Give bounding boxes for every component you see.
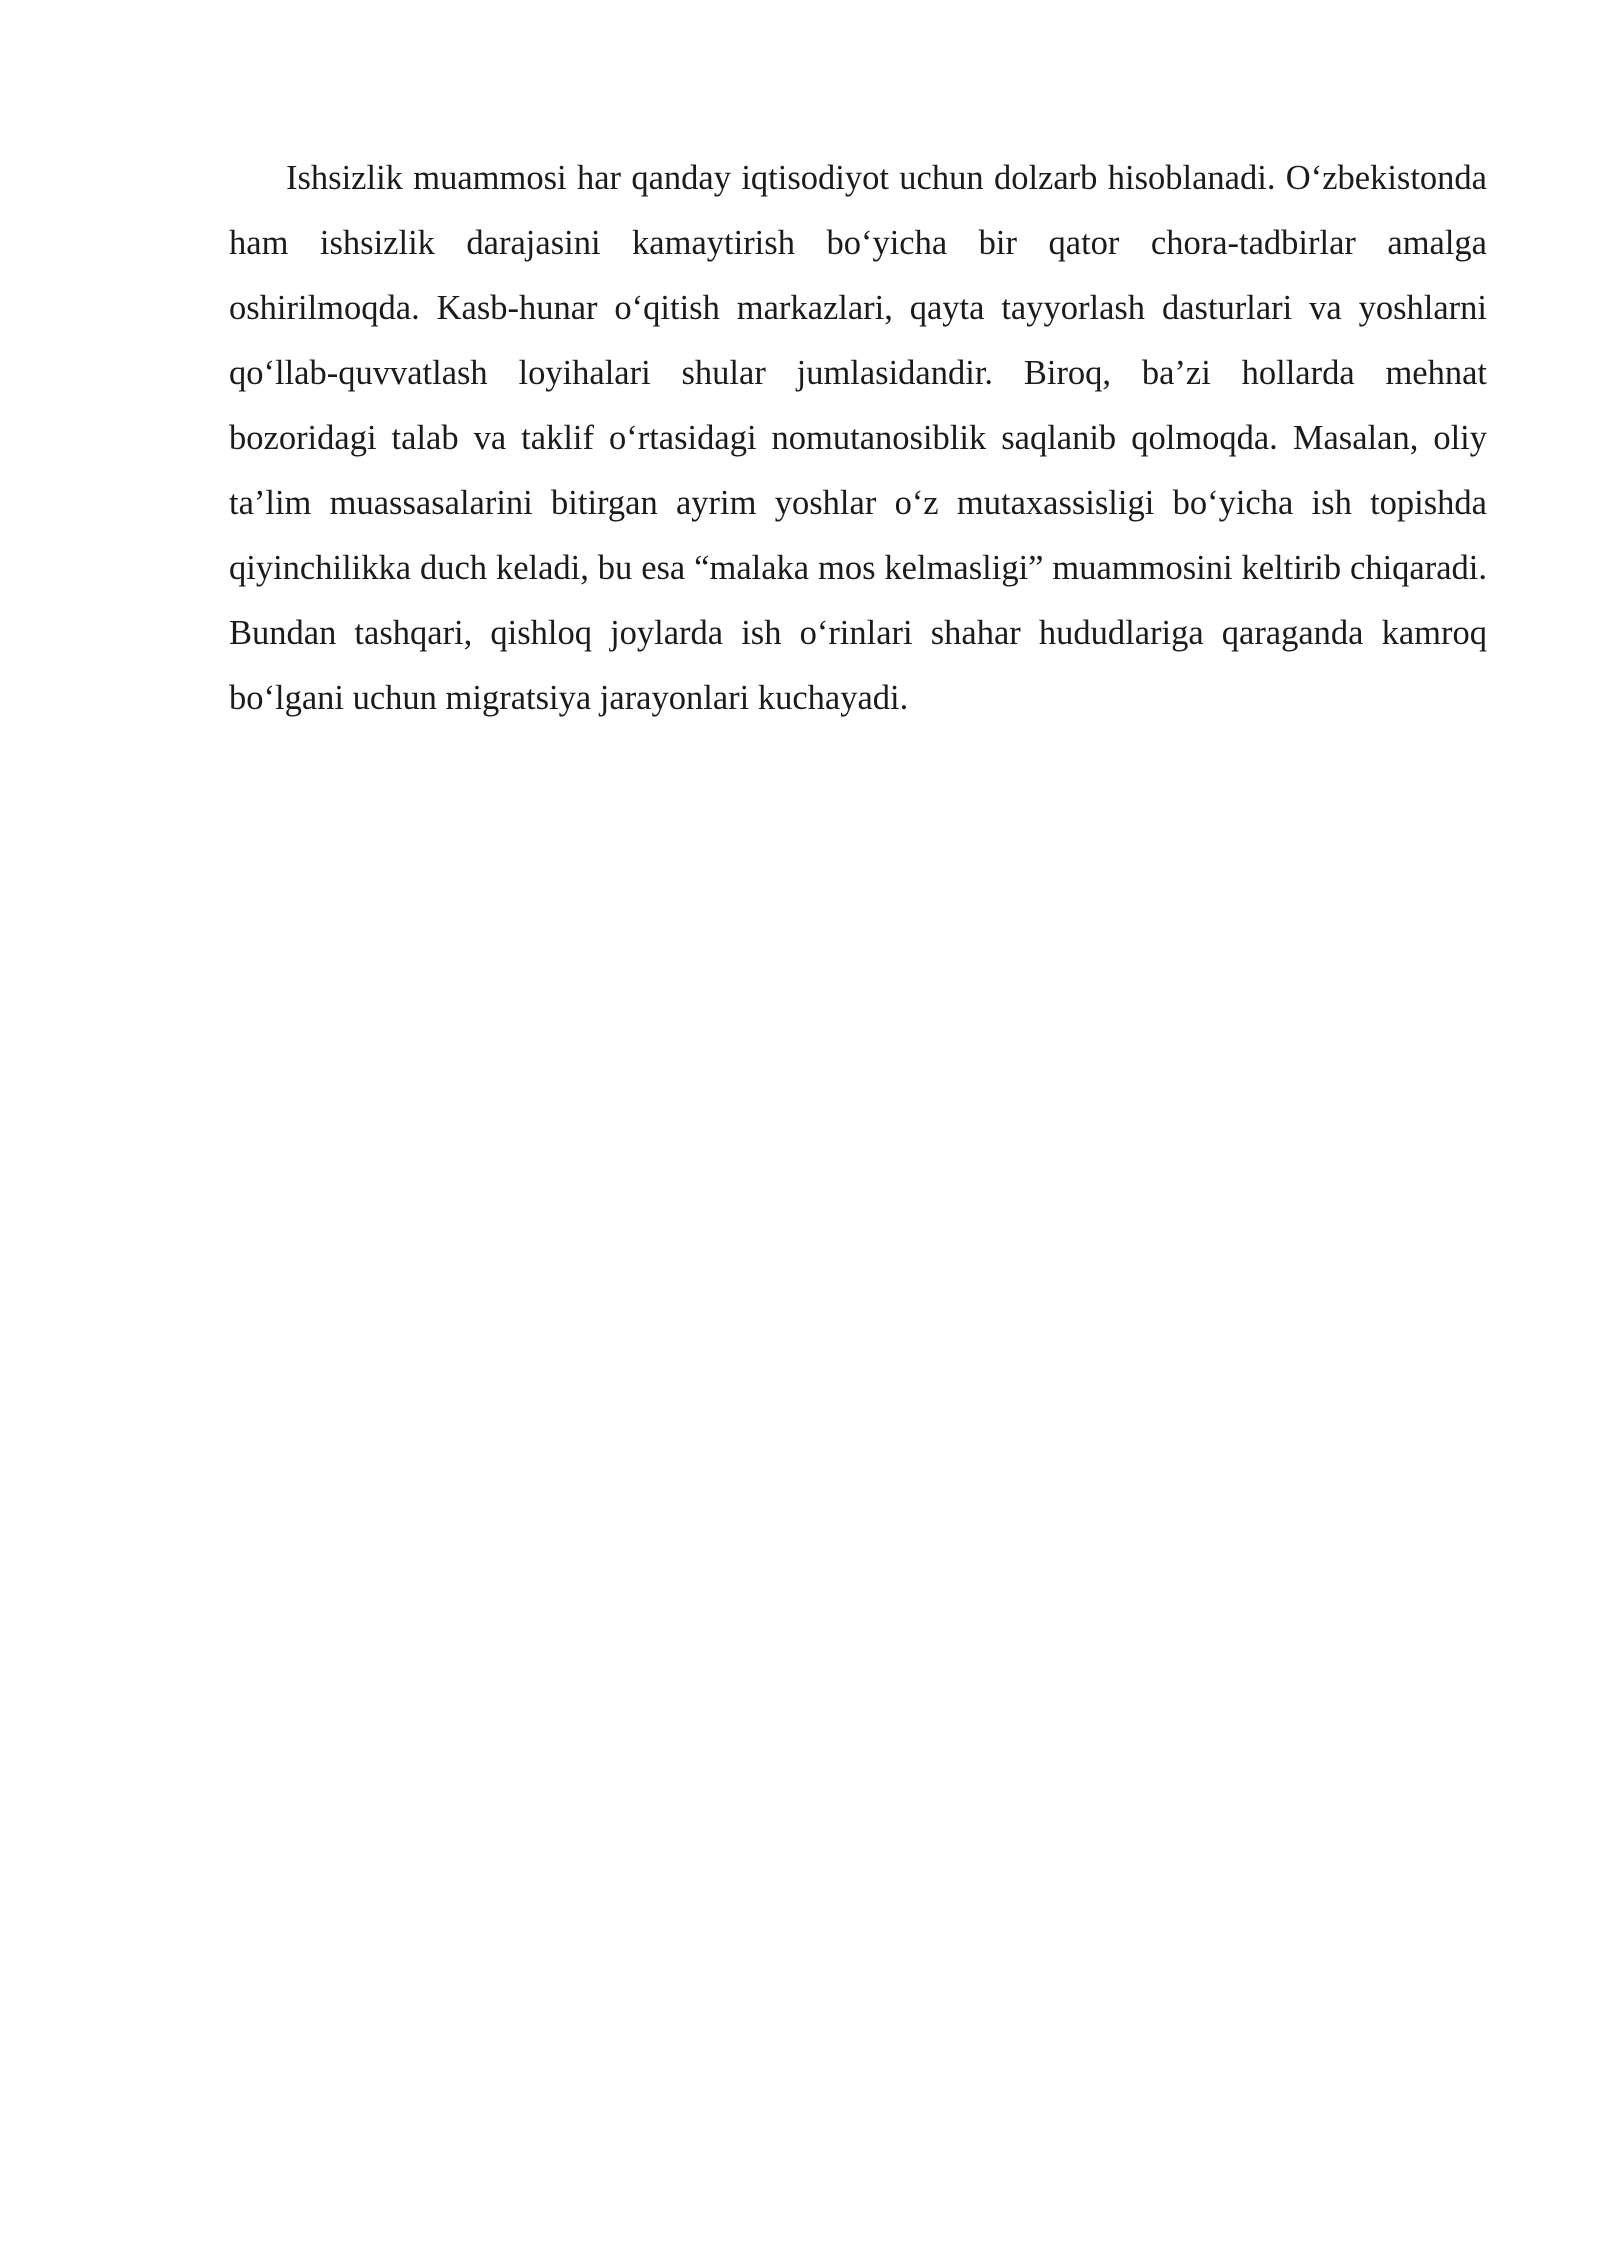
body-paragraph: Ishsizlik muammosi har qanday iqtisodiyot uchun dolzarb hisoblanadi. O‘zbekistonda ham ishsizlik darajasini kamaytirish bo‘yicha bir qator chora-tadbirlar amalga oshirilmoqda. Kasb-hunar o‘qitish markazlari, qayta tayyorlash dasturlari va yoshlarni qo‘llab-quvvatlash loyihalari shular jumlasidandir. Biroq, ba’zi hollarda mehnat bozoridagi talab va taklif o‘rtasidagi nomutanosiblik saqlanib qolmoqda. Masalan, oliy ta’lim muassasalarini bitirgan ayrim yoshlar o‘z mutaxassisligi bo‘yicha ish topishda qiyinchilikka duch keladi, bu esa “malaka mos kelmasligi” muammosini keltirib chiqaradi. Bundan tashqari, qishloq joylarda ish o‘rinlari shahar hududlariga qaraganda kamroq bo‘lgani uchun migratsiya jarayonlari kuchayadi. [229,159,1487,717]
